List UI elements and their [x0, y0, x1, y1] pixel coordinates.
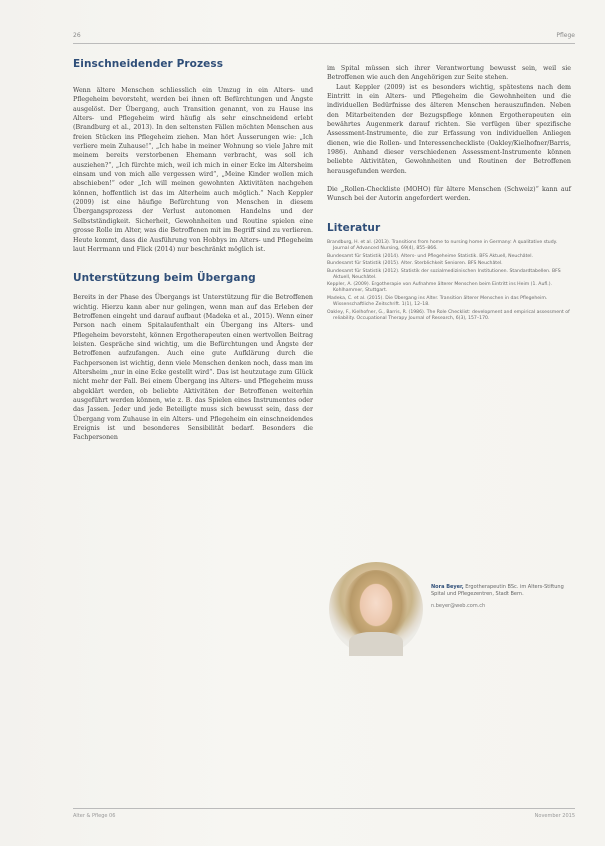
author-email[interactable]: n.beyer@web.com.ch — [431, 603, 486, 609]
reference-item: Oakley, F., Kielhofner, G., Barris, R. (1986). The Role Checklist: development and empirical assessment of reliability. Occupational Therapy Journal of Research, 6(3), 157–170. — [327, 309, 570, 321]
reference-list — [327, 240, 571, 322]
running-title: Pflege — [556, 32, 575, 39]
reference-item: Keppler, A. (2009). Ergotherapie von Aufnahme älterer Menschen beim Eintritt ins Heim (1. Aufl.). Kohlhammer, Stuttgart. — [327, 282, 552, 294]
footer-left: Alter & Pflege 06 — [73, 813, 116, 819]
author-bio — [431, 584, 571, 610]
reference-item: Madeka, C. et al. (2015). Die Übergang ins Alter. Transition älterer Menschen in das Pflegeheim. Wissenschaftliche Zeitschrift. 1(1), 12–18. — [327, 296, 548, 308]
reference-item: Bundesamt für Statistik (2012). Statistik der sozialmedizinischen Institutionen. Standardtabellen. BFS Aktuell, Neuchâtel. — [327, 268, 561, 280]
footer-right: November 2015 — [534, 813, 575, 819]
author-box — [327, 562, 571, 662]
left-column — [73, 58, 313, 443]
reference-item: Bundesamt für Statistik (2014). Alters- und Pflegeheime Statistik. BFS Aktuell, Neuchâtel. — [327, 253, 533, 259]
section-title-unterstuetzung: Unterstützung beim Übergang — [73, 272, 256, 285]
page-footer — [73, 808, 575, 819]
reference-item: Bundesamt für Statistik (2015). Alter. Sterblichkeit Senioren. BFS Neuchâtel. — [327, 261, 503, 267]
reference-item: Brandburg, H. et al. (2013). Transitions from home to nursing home in Germany: A qualitative study. Journal of Advanced Nursing, 69(4), 855–866. — [327, 239, 558, 251]
paragraph-continuation: im Spital müssen sich ihrer Verantwortung bewusst sein, weil sie Betroffenen wie auch den Angehörigen zur Seite stehen. — [327, 65, 571, 82]
section-body-einschneidender: Wenn ältere Menschen schliesslich ein Umzug in ein Alters- und Pflegeheim bevorsteht, werden bei ihnen oft Befürchtungen und Ängste ausgelöst. Der Übergang, auch Transition genannt, von zu Hause ins Alters- und Pflegeheim wird häufig als sehr einschneidend erlebt (Brandburg et al., 2013). In den seltensten Fällen möchten Menschen aus freien Stücken ins Pflegeheim ziehen. Man hört Äusserungen wie: „Ich verliere mein Zuhause!“, „Ich habe in meiner Wohnung so viele Jahre mit meinem bereits verstorbenen Ehemann verbracht, was soll ich ausziehen?“, „Ich fürchte mich, weil ich mich in einer Ecke im Altersheim einsam und von mich alle vergessen wird“, „Meine Kinder wollen mich abschieben!“ oder „Ich will meinen gewohnten Aktivitäten nachgehen können, hoffentlich ist das im Alterheim auch möglich.“ Nach Keppler (2009) ist eine häufige Befürchtung von Menschen in diesem Übergangsprozess der Verlust autonomen Handelns und der Selbstständigkeit. Sicherheit, Gewohnheiten und Routine spielen eine grosse Rolle im Alter, was die Betroffenen mit im Begriff sind zu verlieren. Heute kommt, dass die Ausführung von Hobbys im Alters- und Pflegeheim laut Herrmann und Flick (2014) nur beschränkt möglich ist. — [73, 87, 313, 253]
section-body-unterstuetzung: Bereits in der Phase des Übergangs ist Unterstützung für die Betroffenen wichtig. Hierzu kann aber nur gelingen, wenn man auf das Erleben der Betroffenen eingeht und darauf aufbaut (Madeka et al., 2015). Wenn einer Person nach einem Spitalaufenthalt ein Übergang ins Alters- und Pflegeheim bevorsteht, können Ergotherapeuten einen wertvollen Beitrag leisten. Gespräche sind wichtig, um die Befürchtungen und Ängste der Betroffenen aufzufangen. Auch eine gute Aufklärung durch die Fachpersonen ist wichtig, denn viele Menschen denken noch, dass man im Altersheim „nur in eine Ecke gestellt wird“. Das ist heutzutage zum Glück nicht mehr der Fall. Bei einem Übergang ins Alters- und Pflegeheim muss abgeklärt werden, ob beliebte Aktivitäten der Betroffenen weiterhin ausgeführt werden können, wie z. B. das Spielen eines Instrumentes oder das Jassen. Jeder und jede Beteiligte muss sich bewusst sein, dass der Übergang vom Zuhause in ein Alters- und Pflegeheim ein einschneidendes Ereignis ist und besonderes Sensibilität bedarf. Besonders die Fachpersonen — [73, 294, 313, 442]
author-description: Ergotherapeutin BSc. im Alters-Stiftung Spital und Pflegezentren, Stadt Bern. — [431, 584, 564, 597]
author-photo — [329, 562, 423, 656]
author-name: Nora Beyer, — [431, 584, 464, 590]
paragraph-checklist-note: Die „Rollen-Checkliste (MOHO) für ältere Menschen (Schweiz)“ kann auf Wunsch bei der Autorin angefordert werden. — [327, 186, 571, 203]
literature-title: Literatur — [327, 221, 381, 234]
page-header — [73, 32, 575, 46]
author-photo-face — [360, 584, 392, 626]
page-number: 26 — [73, 32, 81, 39]
section-title-einschneidender: Einschneidender Prozess — [73, 58, 224, 70]
paragraph-keppler: Laut Keppler (2009) ist es besonders wichtig, spätestens nach dem Eintritt in ein Alters- und Pflegeheim die Gewohnheiten und die individuellen Bedürfnisse des älteren Menschen herauszufinden. Neben den Mitarbeitenden der Bezugspflege können Ergotherapeuten ein bewährtes Augenmerk darauf richten. Sie verfügen über spezifische Assessment-Instrumente, die zur Erfassung von individuellen Anliegen dienen, wie die Rollen- und Interessencheckliste (Oakley/Kielhofner/Barris, 1986). Anhand dieser verschiedenen Assessment-Instrumente können beliebte Aktivitäten, Gewohnheiten und Routinen der Betroffenen herausgefunden werden. — [327, 83, 571, 175]
author-photo-shirt — [349, 632, 403, 656]
header-rule — [73, 43, 575, 44]
footer-rule — [73, 808, 575, 809]
right-column — [327, 64, 571, 323]
